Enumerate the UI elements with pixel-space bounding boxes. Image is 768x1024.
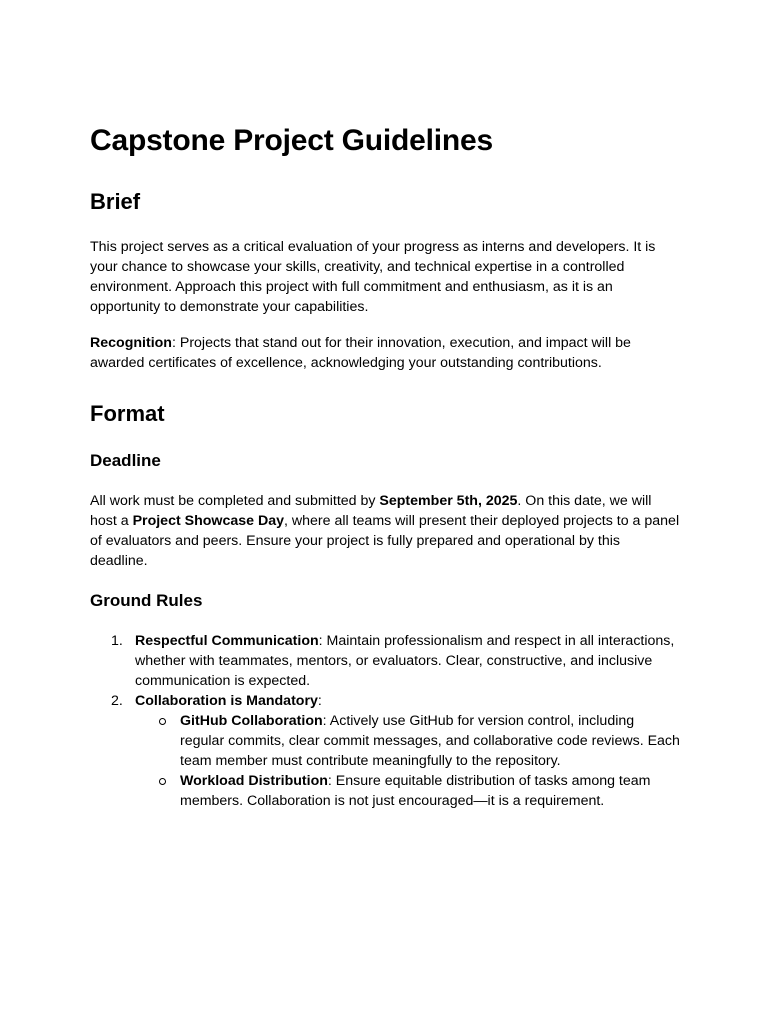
subrule-text: : Ensure equitable distribution of tasks among team members. Collaboration is not just encouraged—it is a requirement. <box>180 773 651 809</box>
subrule-title: GitHub Collaboration <box>180 713 323 729</box>
rule-text: : <box>317 693 322 709</box>
subrule-title: Workload Distribution <box>180 773 328 789</box>
recognition-text: : Projects that stand out for their innovation, execution, and impact will be awarded certificates of excellence, acknowledging your outstanding contributions. <box>90 335 631 371</box>
deadline-date: September 5th, 2025 <box>379 493 518 509</box>
circle-bullet-icon <box>159 778 166 785</box>
ground-rules-list <box>90 631 680 811</box>
list-number: 1. <box>111 633 123 649</box>
sub-rules-list <box>135 711 680 811</box>
deadline-text-2: . On this date, we will host a <box>90 493 652 529</box>
circle-bullet-icon <box>159 718 166 725</box>
list-item <box>135 711 680 771</box>
subrule-text: : Actively use GitHub for version control, including regular commits, clear commit messages, and collaborative code reviews. Each team member must contribute meaningfully to the repository. <box>180 713 680 769</box>
section-heading-brief: Brief <box>90 189 141 214</box>
list-item <box>90 691 680 811</box>
rule-text: : Maintain professionalism and respect in all interactions, whether with teammates, mentors, or evaluators. Clear, constructive, and inclusive communication is expected. <box>135 633 675 689</box>
subsection-heading-deadline: Deadline <box>90 451 161 470</box>
document-title: Capstone Project Guidelines <box>90 124 494 157</box>
section-heading-format: Format <box>90 401 165 426</box>
deadline-text-1: All work must be completed and submitted by <box>90 493 380 509</box>
subsection-heading-ground-rules: Ground Rules <box>90 591 203 610</box>
list-item <box>135 771 680 811</box>
rule-title: Collaboration is Mandatory <box>135 693 318 709</box>
document-page <box>90 121 680 811</box>
rule-title: Respectful Communication <box>135 633 319 649</box>
recognition-label: Recognition <box>90 335 172 351</box>
brief-paragraph: This project serves as a critical evaluation of your progress as interns and developers. It is your chance to showcase your skills, creativity, and technical expertise in a controlled environment. Approach this project with full commitment and enthusiasm, as it is an opportunity to demonstrate your capabilities. <box>90 239 656 315</box>
deadline-paragraph <box>90 491 680 571</box>
list-item <box>90 631 680 691</box>
deadline-text-3: , where all teams will present their deployed projects to a panel of evaluators and peers. Ensure your project is fully prepared and operational by this deadline. <box>90 513 680 569</box>
recognition-paragraph <box>90 333 680 373</box>
list-number: 2. <box>111 693 123 709</box>
showcase-event: Project Showcase Day <box>132 513 284 529</box>
